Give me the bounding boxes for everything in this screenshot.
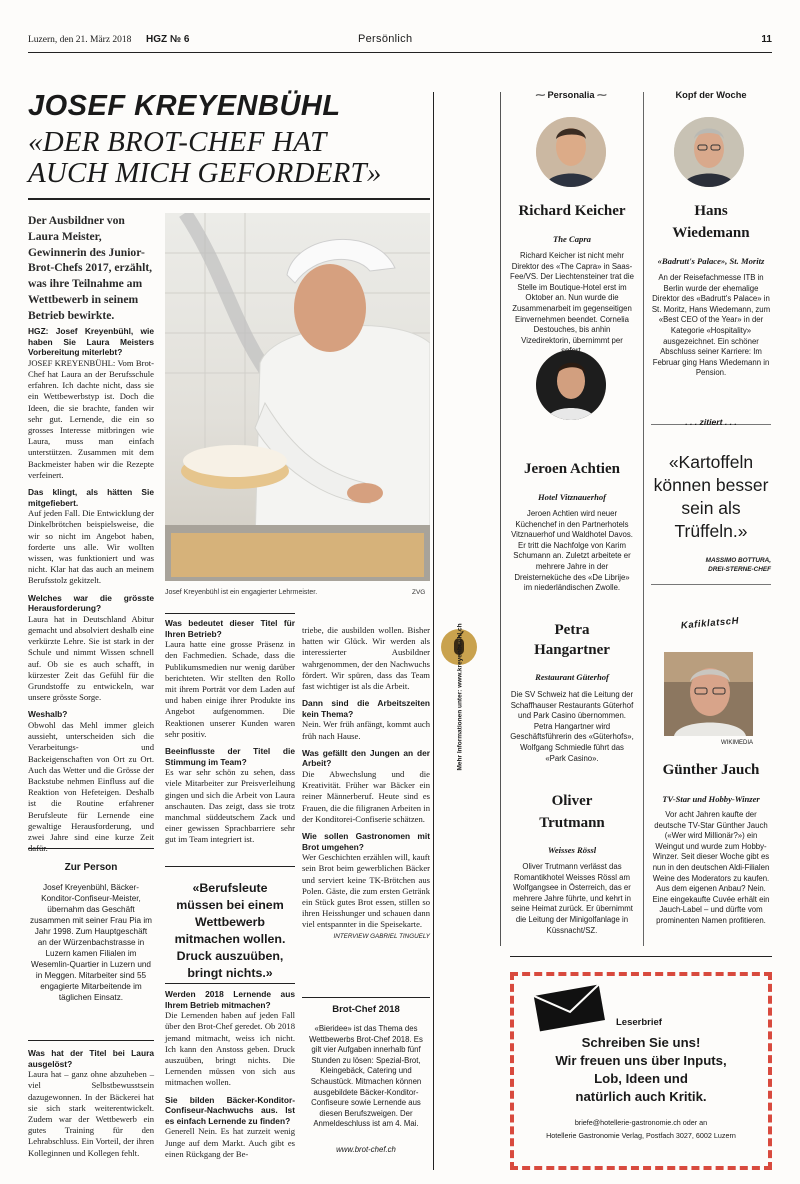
question: Beeinflusste der Titel die Stimmung im Team? [165, 746, 295, 767]
question: Werden 2018 Lernende aus Ihrem Betrieb mitmachen? [165, 989, 295, 1010]
person-place: «Badrutt's Palace», St. Moritz [657, 256, 765, 266]
leserbrief-line: Lob, Ideen und [594, 1071, 688, 1086]
person-text: An der Reisefachmesse ITB in Berlin wurde der ehemalige Direktor des «Badrutt's Palace» in St. Moritz, Hans Wiedemann, zum «Best CEO of the Year» in der Kategorie «Hospitality» ausgezeichnet. Ein schöner Abschluss seiner Karriere: Im Februar ging Hans Wiedemann in Pension. [651, 273, 771, 378]
person-text: Die SV Schweiz hat die Leitung der Schaffhauser Restaurants Güterhof und Park Casino übernommen. Petra Hangartner wird Geschäftsführerin des «Güterhofs», Wolfgang Schmiedle führt das «Park Casino». [510, 690, 634, 763]
person-name: Petra [554, 622, 590, 638]
pull-quote-rule-bottom [165, 983, 295, 984]
question: Welches war die grösste Herausforderung? [28, 592, 154, 614]
headline-rule [28, 198, 430, 200]
section-label: Persönlich [358, 33, 413, 45]
zitiert-rule-bottom [651, 584, 771, 585]
person-name: Günther Jauch [662, 762, 760, 778]
person-place: Weisses Rössl [547, 845, 597, 855]
leserbrief-line: Wir freuen uns über Inputs, [555, 1053, 727, 1068]
question: HGZ: Josef Kreyenbühl, wie haben Sie Laura Meisters Vorbereitung miterlebt? [28, 326, 154, 358]
avatar [536, 117, 606, 187]
zur-person-rule-top [28, 848, 154, 849]
person-place: Hotel Vitznauerhof [537, 492, 607, 502]
answer: JOSEF KREYENBÜHL: Vom Brot-Chef hat Laura an der Berufsschule erfahren. Ich dachte nicht, dass sie ein Wettbewerbstyp ist. Doch die Ideen, die sie brachte, fanden wir sehr gut. Lernende, die ein so grosses Interesse mitbringen wie Laura, muss man einfach unterstützen. Zusammen mit dem Backmeister haben wir die Rezepte verfeinert. [28, 357, 154, 480]
answer: Laura hat in Deutschland Abitur gemacht und absolviert deshalb eine verkürzte Lehre. Sie ist stark in der Schule und nimmt Wissen schnell auf. Ob sie es auch schafft, in kürzester Zeit das Gefühl für die Grundstoffe zu entwickeln, war unsere grösste Sorge. [28, 613, 154, 703]
question: Wie sollen Gastronomen mit Brot umgehen? [302, 831, 430, 852]
zur-person-text: Josef Kreyenbühl, Bäcker-Konditor-Confiseur-Meister, übernahm das Geschäft zusammen mit seiner Frau Pia im Jahr 1998. Zum Hauptgeschäft an der Würzenbachstrasse in Luzern kamen Filialen im Wesemlin-Quartier in Luzern und in Meggen. Mitarbeiter sind 55 engagierte Mitarbeitende im täglichen Einsatz. [30, 883, 152, 1002]
avatar [674, 117, 744, 187]
answer: Auf jeden Fall. Die Entwicklung der Dinkelbrötchen beispielsweise, die wir so nicht im Angebot haben, forderte uns alle. Wir wollten wissen, was funktioniert und was nicht. Klar hat das auch an meinem Berufsstolz gekitzelt. [28, 508, 154, 586]
header-rule [28, 52, 772, 53]
answer: Laura hatte eine grosse Präsenz in den Fachmedien. Schade, dass die Publikumsmedien nur wenig darüber berichteten. Wir stellten den Rollo mit ihrem Porträt vor dem Laden auf und haben einige ihrer Produkte ins Angebot aufgenommen. Die Reaktionen unserer Kunden waren sehr positiv. [165, 639, 295, 739]
person-name: Jeroen Achtien [524, 461, 620, 477]
answer: Die Abwechslung und die Kreativität. Früher war Bäcker ein reiner Männerberuf. Heute sind es Frauen, die die filigranen Arbeiten in der Konditorei-Confiserie schätzen. [302, 769, 430, 824]
question: Sie bilden Bäcker-Konditor-Confiseur-Nachwuchs aus. Ist es einfach Lernende zu finden? [165, 1094, 295, 1126]
article-photo [165, 213, 430, 581]
column-divider [433, 92, 434, 1170]
pull-quote-rule-top [165, 866, 295, 867]
leserbrief-label: Leserbrief [616, 1017, 662, 1028]
page-header [28, 34, 772, 50]
question: Das klingt, als hätten Sie mitgefiebert. [28, 487, 154, 508]
question: Was gefällt den Jungen an der Arbeit? [302, 747, 430, 769]
baker-illustration [165, 213, 430, 581]
person-name: Richard Keicher [518, 203, 626, 219]
question: Was hat der Titel bei Laura ausgelöst? [28, 1048, 154, 1069]
zitiert-quote: «Kartoffeln können besser sein als Trüffeln.» [653, 452, 769, 541]
person-text: Vor acht Jahren kaufte der deutsche TV-Star Günther Jauch («Wer wird Millionär?») ein Weingut und wurde zum Hobby-Winzer. Seit dieser Woche gibt es nun in den deutschen Aldi-Filialen Weine des Moderators zu kaufen. Aus dem eigenen Anbau? Nein. Eine eingekaufte Cuvée erhält ein Jauch-Label – und dürfte vom prominenten Namen profitieren. [652, 810, 770, 925]
brotchef-rule-top [302, 997, 430, 998]
issue-label: HGZ № 6 [146, 34, 190, 45]
article-column-2-end [165, 989, 295, 1160]
leserbrief-rule [510, 956, 772, 957]
photo-credit: ZVG [412, 589, 426, 596]
question: Was bedeutet dieser Titel für Ihren Betrieb? [165, 618, 295, 639]
person-name: Hans [694, 203, 728, 219]
page-number: 11 [761, 34, 772, 45]
person-name: Oliver [551, 793, 593, 809]
brotchef-title: Brot-Chef 2018 [332, 1004, 400, 1015]
personalia-label-text: Personalia [547, 90, 595, 100]
article-lead: Der Ausbildner von Laura Meister, Gewinnerin des Junior-Brot-Chefs 2017, erzählt, was ihre Teilnahme am Wettbewerb in seinem Betrieb bewirkte. [28, 214, 153, 322]
person-place: TV-Star und Hobby-Winzer [662, 794, 760, 804]
person-place: The Capra [553, 234, 591, 244]
headline-line-1: «DER BROT-CHEF HAT [28, 126, 327, 158]
zitiert-label: . . . zitiert . . . [685, 417, 737, 427]
leserbrief-address: Hotellerie Gastronomie Verlag, Postfach 3027, 6002 Luzern [546, 1131, 736, 1140]
headline-line-2: AUCH MICH GEFORDERT» [28, 157, 382, 189]
zitiert-author-role: DREI-STERNE-CHEF [708, 566, 771, 573]
answer: triebe, die ausbilden wollen. Bisher hatten wir Glück. Wir werden als interessierter Ausbildner wahrgenommen, der den Nachwuchs fördert. Wir spüren, dass das Team fast wichtiger ist als die Arbeit. [302, 625, 430, 692]
photo-caption: Josef Kreyenbühl ist ein engagierter Lehrmeister. [165, 589, 318, 596]
article-column-1 [28, 326, 154, 854]
answer: Laura hat – ganz ohne abzuheben – viel Selbstbewusstsein dazugewonnen. In der Bäckerei hat sie sich stark weiterentwickelt. Zudem war der Wettbewerb ein gutes Training für den Lehrabschluss. Ein Vorteil, der ihren Kolleginnen und Kollegen fehlt. [28, 1069, 154, 1158]
answer: Nein. Wer früh anfängt, kommt auch früh nach Hause. [302, 719, 430, 741]
answer: Generell Nein. Es hat zurzeit wenig Junge auf dem Markt. Auch gibt es einen Rückgang der Be- [165, 1126, 295, 1159]
leserbrief-headline [520, 1034, 762, 1106]
sidebar-url[interactable]: Mehr Informationen unter: www.kreyenbuehl.ch [456, 623, 464, 771]
brotchef-text: «Bieridee» ist das Thema des Wettbewerbs Brot-Chef 2018. Es gilt vier Aufgaben innerhalb fünf Stunden zu lösen: Spezial-Brot, Kleingebäck, Catering und Schaustück. Mitmachen können ausgebildete Bäcker-Konditor-Confiseure sowie Lernende aus diesen Berufszweigen. Der Anmeldeschluss ist am 4. Mai. [309, 1024, 423, 1129]
answer: Obwohl das Mehl immer gleich aussieht, unterscheiden sich die Verarbeitungs- und Backeigenschaften von Ort zu Ort. Auch das Wetter und die Grösse der Backstube nehmen Einfluss auf die Reaktion von Hefeteigen. Deshalb ist die Routine erfahrener Berufsleute für Lernende eine gewaltige Herausforderung, und zwei Jahre sind eine kurze Zeit [28, 720, 154, 843]
kopf-label: Kopf der Woche [675, 90, 747, 100]
leserbrief-email[interactable]: briefe@hotellerie-gastronomie.ch oder an [574, 1118, 708, 1127]
person-name: Trutmann [539, 815, 605, 831]
person-text: Richard Keicher ist nicht mehr Direktor des «The Capra» in Saas-Fee/VS. Der Liechtensteiner trat die Stelle im Boutique-Hotel erst im Oktober an. Nun wurde die Zusammenarbeit im gegenseitigen Einvernehmen beendet. Cornelia Destouches, bis anhin Vizedirektorin, übernimmt per [510, 251, 634, 345]
column-divider-2 [500, 92, 501, 946]
leserbrief-line: natürlich auch Kritik. [575, 1089, 707, 1104]
article-column-2 [165, 618, 295, 846]
kafiklatsch-photo [664, 652, 753, 736]
person-text: Jeroen Achtien wird neuer Küchenchef in den Partnerhotels Vitznauerhof und Waldhotel Davos. Er tritt die Nachfolge von Karim Schumann an. Zuletzt arbeitete er mehrere Jahre in der Dreisterneküche des «De Librije» im niederländischen Zwolle. [511, 509, 633, 593]
right-column-divider [643, 92, 644, 946]
kafiklatsch-credit: WIKIMEDIA [720, 740, 753, 746]
question: Dann sind die Arbeitszeiten kein Thema? [302, 698, 430, 719]
brotchef-url[interactable]: www.brot-chef.ch [336, 1145, 396, 1154]
article-kicker: JOSEF KREYENBÜHL [28, 90, 341, 122]
zur-person-rule-bottom [28, 1040, 154, 1041]
answer: Wer Geschichten erzählen will, kauft sein Brot beim gewerblichen Bäcker und serviert keine TK-Brötchen aus Polen. Gäste, die zum ersten Getränk ein Stück gutes Brot essen, stillen so ihren Heisshunger und schauen dann viel entspannter in die Speisekarte. [302, 852, 430, 930]
article-column-1-end [28, 1048, 154, 1159]
dateline: Luzern, den 21. März 2018 [28, 35, 132, 45]
interview-credit: INTERVIEW GABRIEL TINGUELY [333, 932, 430, 940]
pull-quote: «Berufsleute müssen bei einem Wettbewerb mitmachen wollen. Druck auszuüben, bringt nichts.» [174, 881, 286, 980]
col2-rule [165, 613, 295, 614]
personalia-label: ⁓ Personalia ⁓ [535, 90, 607, 100]
article-column-3 [302, 625, 430, 942]
answer: Die Lernenden haben auf jeden Fall über den Brot-Chef geredet. Ob 2018 jemand mitmacht, weiss ich nicht. Ich kann den Anstoss geben. Druck auszuüben, bringt nichts. Die Lernenden müssen von sich aus mitmachen wollen. [165, 1010, 295, 1088]
zur-person-title: Zur Person [64, 862, 118, 873]
person-name: Hangartner [534, 642, 610, 658]
kafiklatsch-label: KafiklatscH [680, 615, 740, 632]
question: Weshalb? [28, 709, 68, 720]
zitiert-author: MASSIMO BOTTURA, [705, 557, 771, 564]
envelope-icon [524, 980, 614, 1032]
avatar [536, 350, 606, 420]
person-text: Oliver Trutmann verlässt das Romantikhotel Weisses Rössl am Wolfgangsee in Österreich, das er mehrere Jahre führte, und kehrt in seine Heimat zurück. Er übernimmt die Leitung der Minigolfanlage in Küssnacht/SZ. [511, 862, 633, 935]
leserbrief-line: Schreiben Sie uns! [581, 1035, 701, 1050]
person-place: Restaurant Güterhof [535, 672, 609, 682]
person-name: Wiedemann [672, 225, 750, 241]
answer: Es war sehr schön zu sehen, dass viele Mitarbeiter zur Preisverleihung gingen und sich die Arbeit von Laura anschauten. Das zeigt, dass sie trotz manchmal süddeutschem Zack und einer gewissen Sprachbarriere sehr gut im Team integriert ist. [165, 767, 295, 845]
